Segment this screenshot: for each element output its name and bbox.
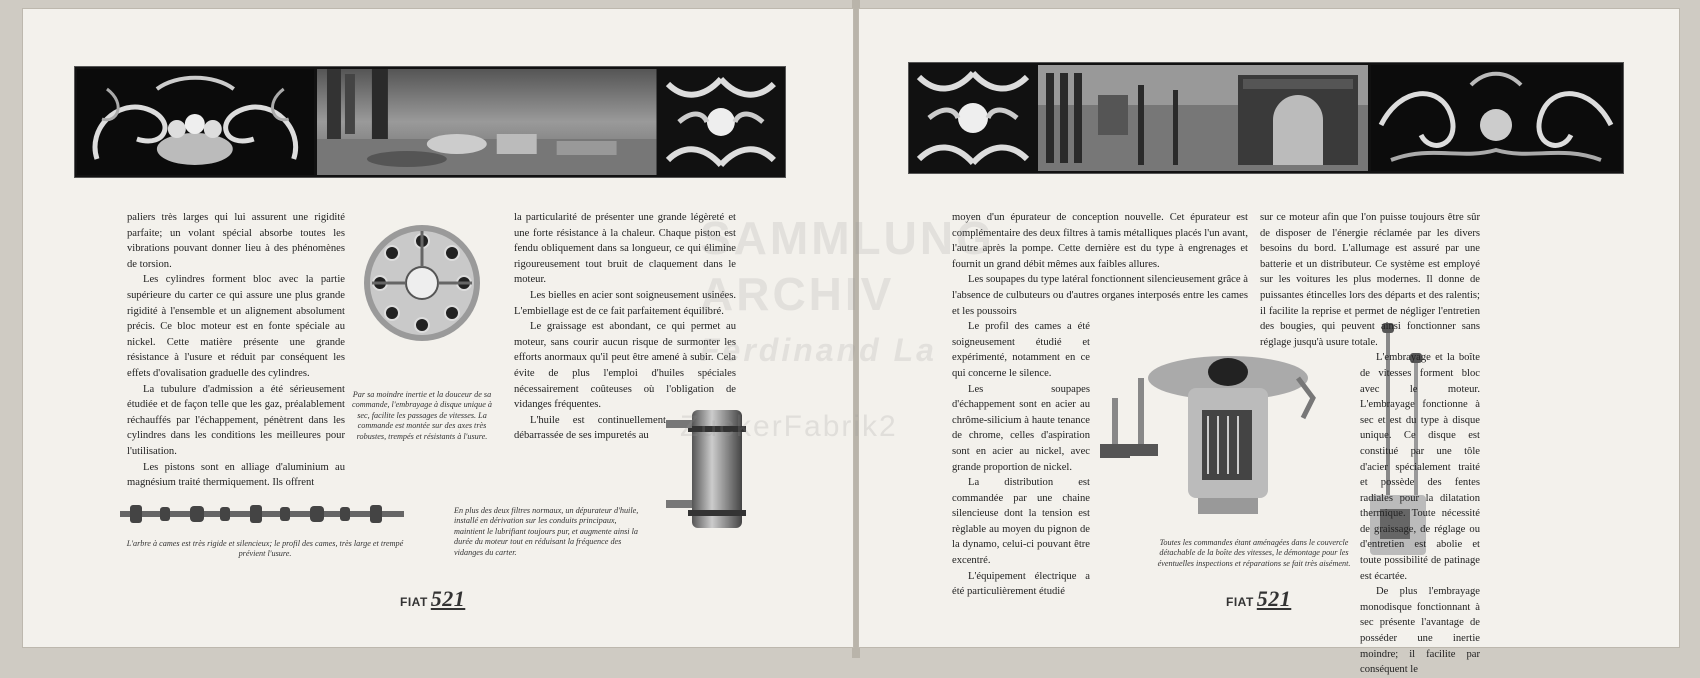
ornament-rosette-image bbox=[659, 69, 783, 175]
paragraph: La tubulure d'admission a été sérieusement étudiée et de façon telle que les gaz, préalablement réchauffés par l'échappement, pénètrent dans les cylindres dans les conditions les meilleures pour l'utilisation. bbox=[127, 383, 345, 457]
paragraph: Les soupapes d'échappement sont en acier au chrôme-silicium à haute tenance de chrome, celles d'aspiration sont en acier au nickel, avec grande proportion de nickel. bbox=[952, 383, 1090, 473]
roman-forum-image bbox=[1038, 65, 1368, 171]
ornament-vase-image bbox=[77, 69, 314, 175]
ruins-landscape-image bbox=[317, 69, 657, 175]
fiat-521-logo bbox=[1226, 586, 1291, 612]
gearbox-caption: Toutes les commandes étant aménagées dans le couvercle détachable de la boîte des vitesses, le démontage pour les éventuelles inspections et réparations se fait très aisément. bbox=[1157, 538, 1351, 568]
paragraph: L'équipement électrique a été particulièrement étudié bbox=[952, 570, 1090, 598]
logo-brand: FIAT bbox=[1226, 595, 1254, 609]
camshaft-caption: L'arbre à cames est très rigide et silencieux; le profil des cames, très large et trempé prévient l'usure. bbox=[126, 539, 404, 559]
paragraph: moyen d'un épurateur de conception nouvelle. Cet épurateur est complémentaire des deux filtres à tamis métalliques placés l'un avant, l'autre après la pompe. Cette dernière est du type à engrenages et fournit un grand débit mêmes aux faibles allures. bbox=[952, 212, 1248, 270]
paragraph: paliers très larges qui lui assurent une rigidité parfaite; un volant spécial absorbe toutes les vibrations pouvant donner lieu à des phénomènes de torsion. bbox=[127, 212, 345, 270]
left-text-column-1 bbox=[127, 210, 345, 491]
paragraph: sur ce moteur afin que l'on puisse toujours être sûr de disposer de l'énergie réclamée par les divers besoins du bord. L'allumage est assuré par une batterie et un distributeur. Ce système est employé sur les voitures les plus modernes. Il donne de puissantes étincelles lors des départs et des ralentis; il facilite la reprise et permet de négliger l'entretien des bougies, qui peuvent ainsi fonctionner sans réglage jusqu'à usure totale. bbox=[1260, 212, 1480, 348]
oil-filter-illustration bbox=[664, 406, 760, 534]
paragraph: Le graissage est abondant, ce qui permet au moteur, sans courir aucun risque de surmonter les efforts anormaux qu'il peut être amené à subir. Cela évite de plus l'emploi d'huiles spéciales nécessairement coûteuses où l'obligation de vidanges fréquentes. bbox=[514, 321, 736, 411]
clutch-disc-illustration bbox=[362, 223, 482, 343]
oil-filter-caption: En plus des deux filtres normaux, un dépurateur d'huile, installé en dérivation sur les conduits principaux, maintient le lubrifiant toujours pur, et augmente ainsi la durée du moteur tout en réduisant la fréquence des vidanges du carter. bbox=[454, 506, 639, 557]
camshaft-illustration bbox=[120, 502, 404, 526]
decorative-banner-right bbox=[908, 62, 1624, 174]
paragraph: Les bielles en acier sont soigneusement usinées. L'embiellage est de ce fait parfaitement équilibré. bbox=[514, 289, 736, 317]
decorative-banner-left bbox=[74, 66, 786, 178]
paragraph: la particularité de présenter une grande légèreté et une forte résistance à la chaleur. Chaque piston est fendu obliquement dans sa longueur, ce qui élimine rigoureusement tout bruit de claquement dans le moteur. bbox=[514, 212, 736, 286]
paragraph: Le profil des cames a été soigneusement étudié et expérimenté, notamment en ce qui concerne le silence. bbox=[952, 321, 1090, 379]
paragraph: Les soupapes du type latéral fonctionnent silencieusement grâce à l'absence de culbuteurs ou d'autres organes interposés entre les cames et les poussoirs bbox=[952, 274, 1248, 317]
left-page bbox=[22, 8, 854, 648]
paragraph: Les cylindres forment bloc avec la partie supérieure du carter ce qui assure une plus grande rigidité à l'ensemble et un alignement absolument précis. Ce bloc moteur est en fonte spéciale au nickel. Cette matière présente une grande résistance à l'usure et réduit par conséquent les effets d'ovalisation graduelle des cylindres. bbox=[127, 274, 345, 379]
right-page bbox=[858, 8, 1680, 676]
paragraph: L'huile est continuellement débarrassée de ses impuretés au bbox=[514, 414, 666, 442]
logo-model: 521 bbox=[1256, 586, 1292, 611]
paragraph: La distribution est commandée par une chaine silencieuse dont la tension est règlable au moyen du pignon de la dynamo, celui-ci pouvant être excentré. bbox=[952, 477, 1090, 567]
paragraph: De plus l'embrayage monodisque fonctionnant à sec présente l'avantage de posséder une inertie moindre; il facilite par conséquent le bbox=[1360, 586, 1480, 676]
ornament-scroll-image bbox=[1371, 65, 1621, 171]
clutch-caption: Par sa moindre inertie et la douceur de sa commande, l'embrayage à disque unique à sec, facilite les passages de vitesses. La commande est montée sur des axes très robustes, trempés et résistants à l'usure. bbox=[352, 390, 492, 441]
paragraph: Les pistons sont en alliage d'aluminium au magnésium traité thermiquement. Ils offrent bbox=[127, 461, 345, 489]
archive-watermark-footer: ZuckerFabrik2 bbox=[680, 410, 898, 443]
paragraph: L'embrayage et la boîte de vitesses forment bloc avec le moteur. L'embrayage fonctionne à sec et est du type à disque unique. Ce disque est constitué par une tôle d'acier spécialement traité et possède des fentes radiales pour la dilatation thermique. Toute nécessité de graissage, de réglage ou d'entretien est abolie et toute possibilité de patinage est écartée. bbox=[1360, 352, 1480, 582]
ornament-rosette-image bbox=[911, 65, 1035, 171]
fiat-521-logo bbox=[400, 586, 465, 612]
right-text-column-2 bbox=[1260, 210, 1480, 678]
logo-brand: FIAT bbox=[400, 595, 428, 609]
logo-model: 521 bbox=[430, 586, 466, 611]
